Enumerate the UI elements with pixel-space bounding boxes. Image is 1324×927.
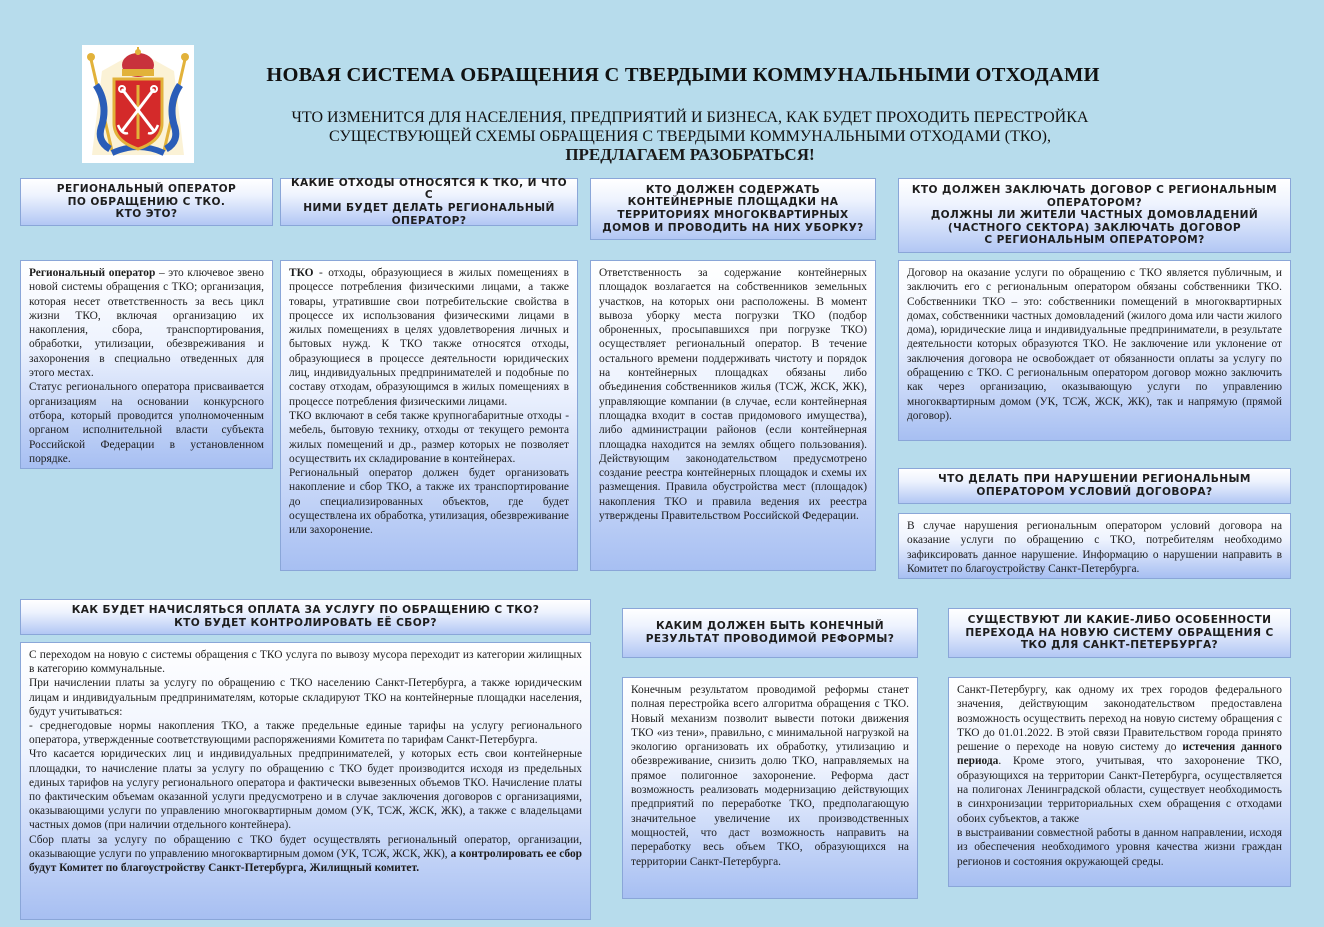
heading-line: ОПЕРАТОР? bbox=[391, 214, 467, 227]
subtitle-line-1: ЧТО ИЗМЕНИТСЯ ДЛЯ НАСЕЛЕНИЯ, ПРЕДПРИЯТИЙ И БИЗНЕСА, КАК БУДЕТ ПРОХОДИТЬ ПЕРЕСТРОЙКА bbox=[291, 109, 1089, 126]
heading-line: КАКИМ ДОЛЖЕН БЫТЬ КОНЕЧНЫЙ bbox=[655, 620, 885, 633]
heading-line: НИМИ БУДЕТ ДЕЛАТЬ РЕГИОНАЛЬНЫЙ bbox=[303, 202, 555, 214]
heading-line: ТЕРРИТОРИЯХ МНОГОКВАРТИРНЫХ bbox=[617, 209, 849, 221]
page-subtitle bbox=[250, 108, 1130, 146]
heading-line: ПО ОБРАЩЕНИЮ С ТКО. bbox=[67, 195, 226, 208]
containers-heading bbox=[590, 178, 876, 240]
violation-heading bbox=[898, 468, 1291, 504]
contract-heading bbox=[898, 178, 1291, 253]
spb-text-continued: . Кроме этого, учитывая, что захоронение ТКО, образующихся на территории Санкт-Петербурга, осуществляется на полигонах Ленинградской области, существует необходимость в синхронизации территориальных схем обращения с отходами обоих субъектов, а также bbox=[957, 755, 1282, 825]
payment-control-text: а контролировать ее сбор будут Комитет по благоустройству Санкт-Петербурга, Жилищный комитет. bbox=[29, 847, 582, 875]
waste-definition: - отходы, образующиеся в жилых помещениях в процессе потребления физическими лицами, а также товары, утратившие свои потребительские свойства в процессе их использования физическими лицами в жилых помещениях в целях удовлетворения личных и бытовых нужд. К ТКО также относятся отходы, образующиеся в процессе деятельности юридических лиц, индивидуальных предпринимателей и подобные по составу отходам, образующимся в жилых помещениях в процессе потребления физическими лицами. bbox=[289, 267, 569, 408]
operator-definition: – это ключевое звено новой системы обращения с ТКО; организация, которая несет ответственность за весь цикл жизни ТКО, включая организацию их накопления, сбора, транспортирования, обработки, утилизации, обезвреживания и захоронения в специально отведенных для этого местах. bbox=[29, 267, 264, 380]
payment-paragraph-3: - среднегодовые нормы накопления ТКО, а также предельные единые тарифы на услугу регионального оператора, утвержденные соответствующими распоряжениями Комитета по тарифам Санкт-Петербурга. bbox=[29, 720, 582, 747]
spb-deadline-text: истечения данного периода bbox=[957, 741, 1282, 768]
page-title: НОВАЯ СИСТЕМА ОБРАЩЕНИЯ С ТВЕРДЫМИ КОММУНАЛЬНЫМИ ОТХОДАМИ bbox=[266, 64, 1100, 86]
waste-operator-paragraph: Региональный оператор должен будет организовать накопление и сбор ТКО, а также их транспортирование до специализированных объектов, где будет осуществлена их обработка, утилизация, обезвреживание или захоронение. bbox=[289, 467, 569, 537]
spb-text-start: Санкт-Петербургу, как одному их трех городов федерального значения, действующим законодательством предоставлена возможность осуществить переход на новую систему обращения с ТКО до 01.01.2022. В этой связи Правительством города принято решение о переходе на новую систему до bbox=[957, 684, 1282, 754]
operator-heading bbox=[20, 178, 273, 226]
result-text-panel bbox=[622, 677, 918, 899]
spb-paragraph-2: в выстраивании совместной работы в данном направлении, исходя из обеспечения необходимого уровня качества жизни граждан регионов и состояния окружающей среды. bbox=[957, 826, 1282, 868]
contract-paragraph: Договор на оказание услуги по обращению с ТКО является публичным, и заключить его с региональным оператором обязаны собственники ТКО. Собственники ТКО – это: собственники помещений в многоквартирных домах, собственники частных домовладений (жилого дома или части жилого дома), юридические лица и индивидуальные предприниматели, в результате деятельности которых образуются ТКО. Не заключение или уклонение от заключения договора не освобождает от обязанности оплаты за услугу по обращению с ТКО. С региональным оператором договор можно заключить как через организацию, оказывающую услуги по управлению многоквартирным домом (УК, ТСЖ, ЖСК, ЖК), так и напрямую (прямой договор). bbox=[907, 267, 1282, 422]
result-heading bbox=[622, 608, 918, 658]
heading-line: ТКО ДЛЯ САНКТ-ПЕТЕРБУРГА? bbox=[1020, 639, 1219, 652]
payment-heading bbox=[20, 599, 591, 635]
heading-line: РЕЗУЛЬТАТ ПРОВОДИМОЙ РЕФОРМЫ? bbox=[645, 633, 895, 645]
waste-text-panel bbox=[280, 260, 578, 571]
violation-text-panel bbox=[898, 513, 1291, 579]
heading-line: ЧТО ДЕЛАТЬ ПРИ НАРУШЕНИИ РЕГИОНАЛЬНЫМ bbox=[938, 473, 1251, 486]
operator-text-panel bbox=[20, 260, 273, 469]
payment-paragraph-5 bbox=[29, 833, 582, 876]
operator-status-paragraph: Статус регионального оператора присваивается организациям на основании конкурсного отбора, который проводится уполномоченным органом исполнительной власти субъекта Российской Федерации в установленном порядке. bbox=[29, 381, 264, 465]
heading-line: С РЕГИОНАЛЬНЫМ ОПЕРАТОРОМ? bbox=[984, 234, 1205, 247]
heading-line: КТО ДОЛЖЕН ЗАКЛЮЧАТЬ ДОГОВОР С РЕГИОНАЛЬНЫМ bbox=[911, 184, 1278, 197]
spb-text-panel bbox=[948, 677, 1291, 887]
waste-paragraph bbox=[289, 266, 569, 409]
heading-line: ДОМОВ И ПРОВОДИТЬ НА НИХ УБОРКУ? bbox=[602, 221, 864, 234]
heading-line: КОНТЕЙНЕРНЫЕ ПЛОЩАДКИ НА bbox=[627, 196, 839, 209]
heading-line: КАК БУДЕТ НАЧИСЛЯТЬСЯ ОПЛАТА ЗА УСЛУГУ ПО ОБРАЩЕНИЮ С ТКО? bbox=[71, 604, 540, 617]
heading-line: КТО ДОЛЖЕН СОДЕРЖАТЬ bbox=[645, 183, 821, 196]
operator-term: Региональный оператор bbox=[29, 267, 156, 279]
heading-line: (ЧАСТНОГО СЕКТОРА) ЗАКЛЮЧАТЬ ДОГОВОР bbox=[947, 221, 1242, 234]
heading-line: ДОЛЖНЫ ЛИ ЖИТЕЛИ ЧАСТНЫХ ДОМОВЛАДЕНИЙ bbox=[930, 209, 1259, 222]
heading-line: ОПЕРАТОРОМ УСЛОВИЙ ДОГОВОРА? bbox=[976, 486, 1213, 498]
subtitle-call-to-action: ПРЕДЛАГАЕМ РАЗОБРАТЬСЯ! bbox=[565, 145, 815, 164]
coat-of-arms-emblem bbox=[82, 45, 194, 163]
heading-line: ОПЕРАТОРОМ? bbox=[1046, 196, 1143, 209]
heading-line: КТО БУДЕТ КОНТРОЛИРОВАТЬ ЕЁ СБОР? bbox=[174, 617, 437, 629]
operator-paragraph bbox=[29, 266, 264, 380]
payment-paragraph-4: Что касается юридических лиц и индивидуальных предпринимателей, у которых есть свои контейнерные площадки, то начисление платы за услугу по обращению с ТКО будет производится исходя из предельных единых тарифов на услугу регионального оператора и фактически вывезенных объемов ТКО. Начисление платы по фактическим объемам оказанной услуги предусмотрено и в случае заключения договоров с организациями, оказывающими услуги по управлению многоквартирным домом (УК, ТСЖ, ЖСК, ЖК), а также с владельцами частных домов (при наличии отдельного контейнера). bbox=[29, 748, 582, 832]
waste-heading bbox=[280, 178, 578, 226]
containers-text-panel bbox=[590, 260, 876, 571]
heading-line: КТО ЭТО? bbox=[115, 208, 178, 221]
result-paragraph: Конечным результатом проводимой реформы станет полная перестройка всего алгоритма обращения с ТКО. Новый механизм позволит вывести потоки движения ТКО «из тени», правильно, с минимальной нагрузкой на экологию организовать их обработку, утилизацию и обезвреживание, снизить долю ТКО, направляемых на прямое полигонное захоронение. Реформа даст возможность реализовать модернизацию действующих предприятий по переработке ТКО, предполагающую значительное увеличение их производственных мощностей, что даст возможность направить на переработку весь объем ТКО, образующихся на территории Санкт-Петербурга. bbox=[631, 684, 909, 868]
waste-term: ТКО bbox=[289, 267, 314, 279]
spb-heading bbox=[948, 608, 1291, 658]
heading-line: КАКИЕ ОТХОДЫ ОТНОСЯТСЯ К ТКО, И ЧТО С bbox=[291, 176, 567, 202]
spb-paragraph bbox=[957, 683, 1282, 826]
heading-line: РЕГИОНАЛЬНЫЙ ОПЕРАТОР bbox=[56, 183, 237, 196]
heading-line: СУЩЕСТВУЮТ ЛИ КАКИЕ-ЛИБО ОСОБЕННОСТИ bbox=[967, 614, 1272, 627]
payment-paragraph-1: С переходом на новую с системы обращения с ТКО услуга по вывозу мусора переходит из категории жилищных в категорию коммунальные. bbox=[29, 649, 582, 676]
subtitle-line-2: СУЩЕСТВУЮЩЕЙ СХЕМЫ ОБРАЩЕНИЯ С ТВЕРДЫМИ КОММУНАЛЬНЫМИ ОТХОДАМИ (ТКО), bbox=[329, 128, 1051, 145]
violation-paragraph: В случае нарушения региональным оператором условий договора на оказание услуги по обращению с ТКО, потребителям необходимо зафиксировать данное нарушение. Информацию о нарушении направить в Комитет по благоустройству Санкт-Петербурга. bbox=[907, 520, 1282, 575]
containers-paragraph: Ответственность за содержание контейнерных площадок возлагается на собственников земельных участков, на которых они расположены. В момент вывоза уборку места погрузки ТКО (подбор оброненных, просыпавшихся при погрузке ТКО) осуществляет региональный оператор. В течение остального времени поддерживать чистоту и порядок на контейнерных площадках обязаны либо объединения собственников жилья (ТСЖ, ЖСК, ЖК), управляющие компании (в случае, если контейнерная площадка входит в состав придомового имущества), либо администрации районов (если контейнерная площадка находится на землях общего пользования). Действующим законодательством предусмотрено создание реестра контейнерных площадок и схемы их размещения. Правила обустройства мест (площадок) накопления ТКО и правила ведения их реестра утверждены Правительством Российской Федерации. bbox=[599, 267, 867, 523]
waste-bulky-paragraph: ТКО включают в себя также крупногабаритные отходы - мебель, бытовую технику, отходы от текущего ремонта жилых помещений и др., размер которых не позволяет осуществить их складирование в контейнерах. bbox=[289, 409, 569, 465]
payment-paragraph-2: При начислении платы за услугу по обращению с ТКО населению Санкт-Петербурга, а также юридическим лицам и индивидуальным предпринимателям, которые складируют ТКО на контейнерные площадки населения, будут учитываться: bbox=[29, 677, 582, 718]
contract-text-panel bbox=[898, 260, 1291, 441]
heading-line: ПЕРЕХОДА НА НОВУЮ СИСТЕМУ ОБРАЩЕНИЯ С bbox=[965, 626, 1274, 639]
coat-of-arms-icon bbox=[82, 45, 194, 163]
payment-text-panel bbox=[20, 642, 591, 920]
payment-collection-text: Сбор платы за услугу по обращению с ТКО будет осуществлять региональный оператор, организации, оказывающие услуги по управлению многоквартирным домом (УК, ТСЖ, ЖСК, ЖК), bbox=[29, 833, 582, 860]
